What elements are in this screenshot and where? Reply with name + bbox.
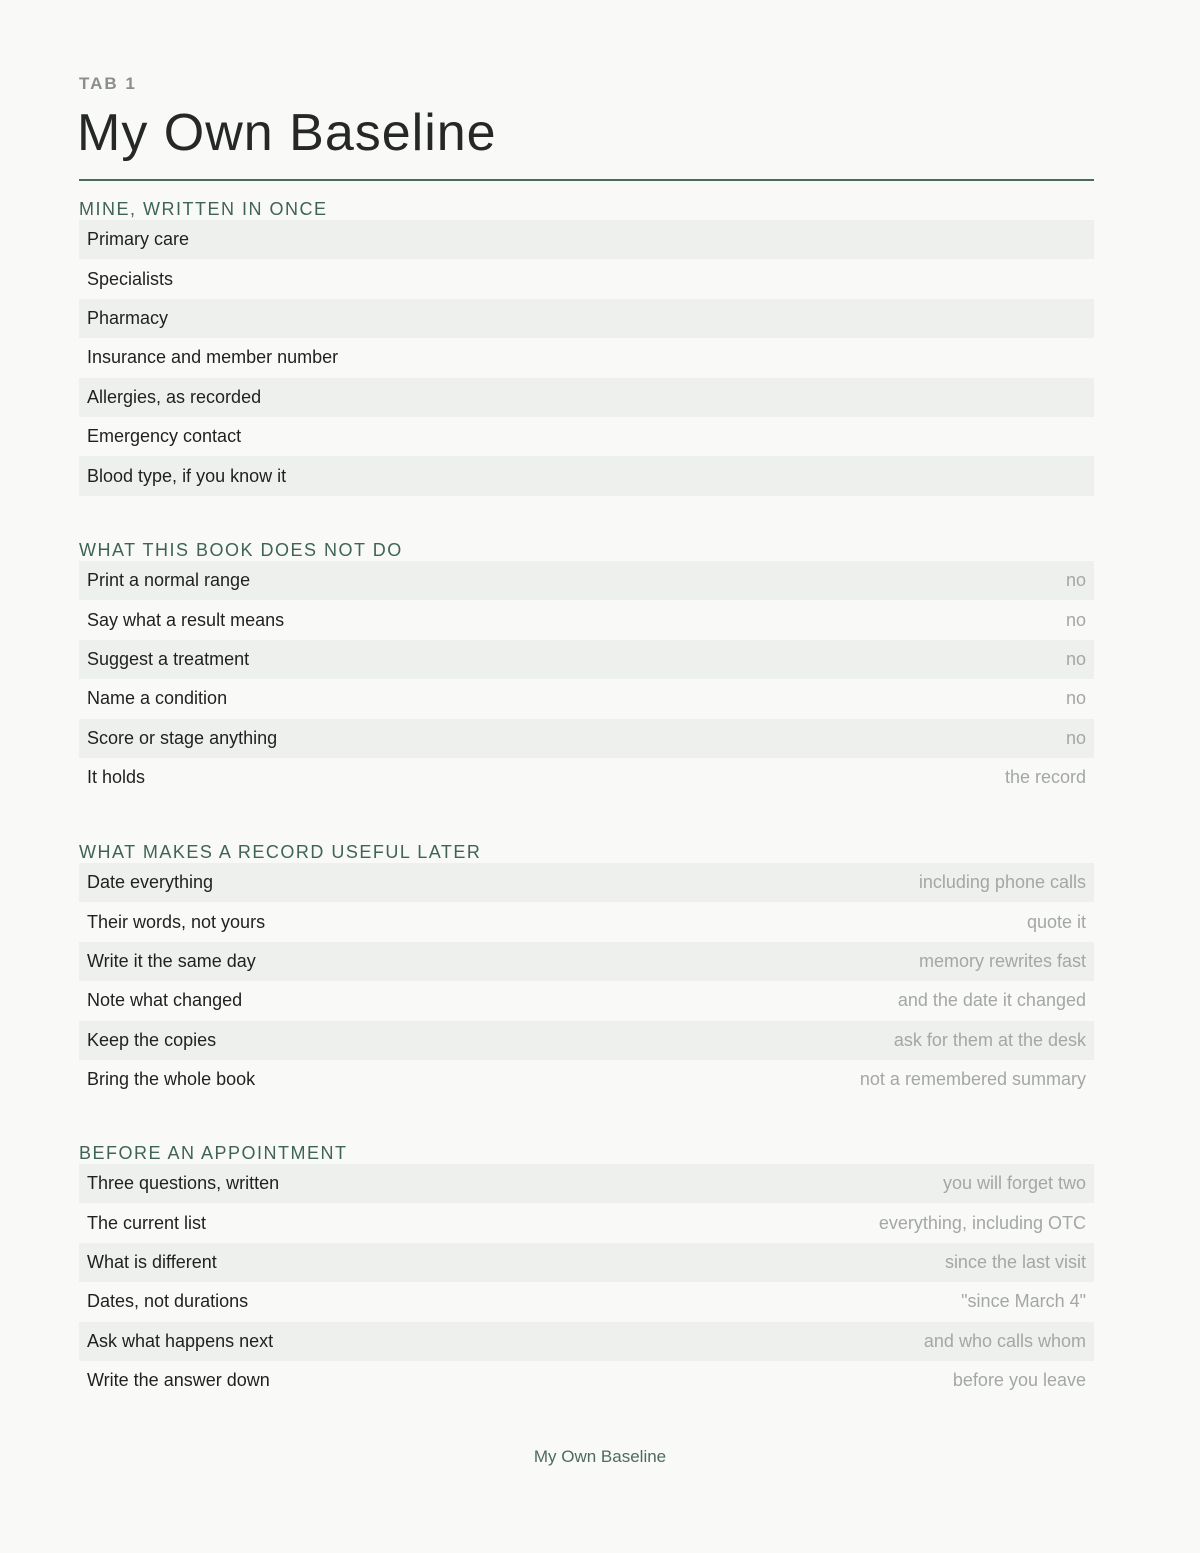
row-label: Print a normal range xyxy=(87,570,251,591)
row-value: memory rewrites fast xyxy=(918,950,1086,971)
list-item xyxy=(79,220,1094,259)
row-value: no xyxy=(1065,570,1086,591)
list-item xyxy=(79,1164,1094,1203)
row-label: Primary care xyxy=(87,229,190,250)
section-before-an-appointment xyxy=(79,1142,1094,1400)
list-item xyxy=(79,1021,1094,1060)
row-label: Say what a result means xyxy=(87,609,285,630)
row-value: and the date it changed xyxy=(897,990,1086,1011)
list-item xyxy=(79,1361,1094,1400)
row-label: Specialists xyxy=(87,268,174,289)
row-label: It holds xyxy=(87,767,146,788)
row-label: Insurance and member number xyxy=(87,347,339,368)
list-item xyxy=(79,758,1094,797)
tab-label: TAB 1 xyxy=(79,74,137,93)
row-label: Suggest a treatment xyxy=(87,648,250,669)
row-label: Name a condition xyxy=(87,688,228,709)
row-label: Write the answer down xyxy=(87,1370,270,1391)
row-label: Keep the copies xyxy=(87,1029,217,1050)
row-list xyxy=(79,561,1094,797)
row-value: quote it xyxy=(1026,911,1086,932)
title-divider xyxy=(79,179,1094,181)
row-label: Pharmacy xyxy=(87,307,169,328)
section-heading: WHAT MAKES A RECORD USEFUL LATER xyxy=(79,842,482,862)
section-what-this-book-does-not-do xyxy=(79,539,1094,797)
list-item xyxy=(79,1282,1094,1321)
row-value: ask for them at the desk xyxy=(893,1029,1086,1050)
list-item xyxy=(79,561,1094,600)
row-label: Allergies, as recorded xyxy=(87,386,262,407)
row-label: Their words, not yours xyxy=(87,911,266,932)
list-item xyxy=(79,378,1094,417)
section-heading: BEFORE AN APPOINTMENT xyxy=(79,1143,348,1163)
row-list xyxy=(79,1164,1094,1400)
list-item xyxy=(79,338,1094,377)
row-label: Bring the whole book xyxy=(87,1069,256,1090)
row-value: no xyxy=(1065,648,1086,669)
row-value: you will forget two xyxy=(942,1173,1086,1194)
list-item xyxy=(79,1243,1094,1282)
row-label: Note what changed xyxy=(87,990,243,1011)
row-label: Blood type, if you know it xyxy=(87,465,287,486)
row-label: What is different xyxy=(87,1251,217,1272)
list-item xyxy=(79,942,1094,981)
row-label: Emergency contact xyxy=(87,426,242,447)
list-item xyxy=(79,863,1094,902)
row-value: the record xyxy=(1004,767,1086,788)
list-item xyxy=(79,456,1094,495)
list-item xyxy=(79,902,1094,941)
row-value: since the last visit xyxy=(944,1251,1086,1272)
row-value: no xyxy=(1065,688,1086,709)
list-item xyxy=(79,299,1094,338)
list-item xyxy=(79,679,1094,718)
row-value: "since March 4" xyxy=(961,1291,1086,1312)
row-list xyxy=(79,863,1094,1099)
list-item xyxy=(79,981,1094,1020)
section-what-makes-a-record-useful-later xyxy=(79,841,1094,1099)
list-item xyxy=(79,259,1094,298)
row-label: Ask what happens next xyxy=(87,1330,274,1351)
row-value: no xyxy=(1065,609,1086,630)
row-label: Write it the same day xyxy=(87,950,256,971)
row-label: The current list xyxy=(87,1212,207,1233)
row-label: Three questions, written xyxy=(87,1173,280,1194)
section-heading: MINE, WRITTEN IN ONCE xyxy=(79,199,328,219)
list-item xyxy=(79,719,1094,758)
row-label: Dates, not durations xyxy=(87,1291,249,1312)
row-label: Score or stage anything xyxy=(87,727,278,748)
row-label: Date everything xyxy=(87,872,214,893)
row-value: before you leave xyxy=(952,1370,1086,1391)
page-title: My Own Baseline xyxy=(77,104,497,162)
row-value: and who calls whom xyxy=(923,1330,1086,1351)
row-value: everything, including OTC xyxy=(878,1212,1086,1233)
page-footer: My Own Baseline xyxy=(533,1447,667,1466)
row-value: not a remembered summary xyxy=(859,1069,1086,1090)
list-item xyxy=(79,640,1094,679)
row-value: including phone calls xyxy=(918,872,1086,893)
list-item xyxy=(79,1322,1094,1361)
list-item xyxy=(79,417,1094,456)
row-value: no xyxy=(1065,727,1086,748)
list-item xyxy=(79,1060,1094,1099)
row-list xyxy=(79,220,1094,496)
section-mine-written-in-once xyxy=(79,198,1094,496)
list-item xyxy=(79,600,1094,639)
section-heading: WHAT THIS BOOK DOES NOT DO xyxy=(79,540,403,560)
list-item xyxy=(79,1203,1094,1242)
